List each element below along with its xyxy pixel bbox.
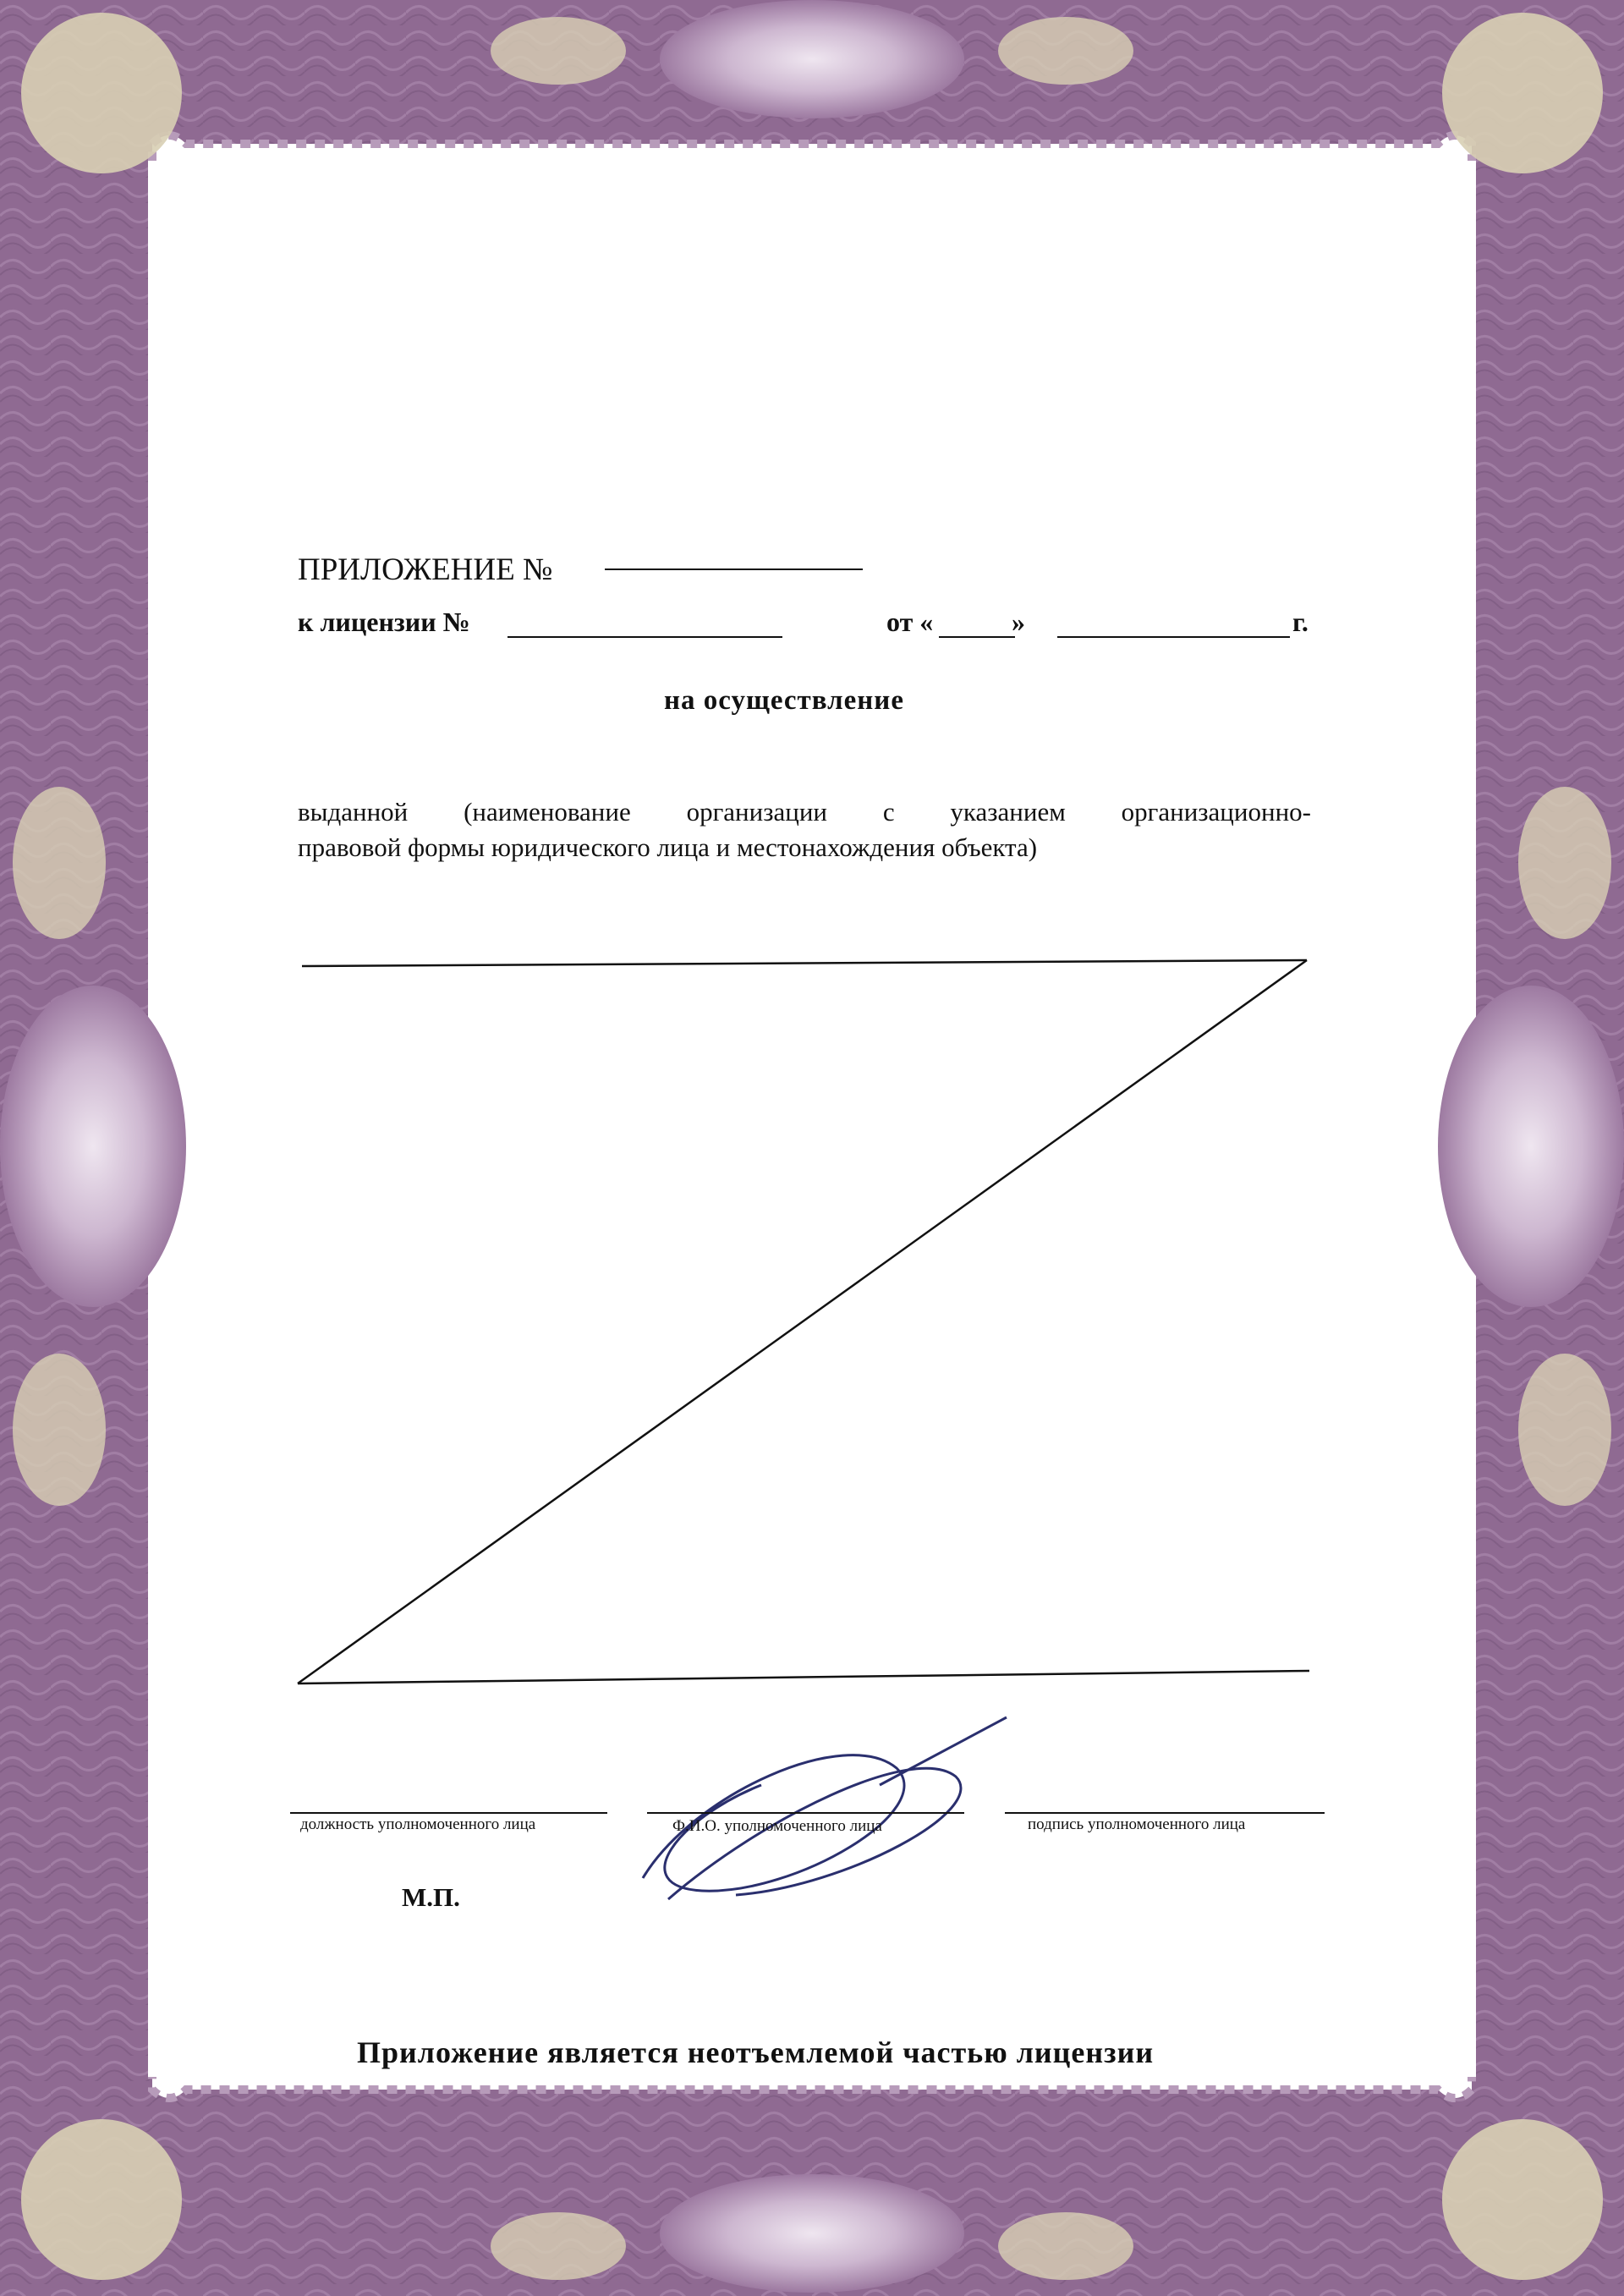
issued-line-2: правовой формы юридического лица и местонахождения объекта) [298, 832, 1038, 862]
license-prefix: к лицензии № [298, 607, 470, 637]
year-suffix: г. [1292, 607, 1309, 637]
position-field[interactable] [290, 1812, 607, 1814]
position-label: должность уполномоченного лица [300, 1815, 536, 1833]
date-close-quote: » [1012, 607, 1025, 637]
footer-note: Приложение является неотъемлемой частью лицензии [357, 2035, 1155, 2069]
activity-line: на осуществление [664, 685, 904, 716]
stamp-label: М.П. [402, 1882, 460, 1912]
appendix-number-field[interactable] [605, 569, 863, 570]
date-month-field[interactable] [1057, 636, 1290, 638]
date-from-label: от « [886, 607, 934, 637]
issued-line-1: выданной (наименование организации с указанием организационно- [298, 797, 1311, 827]
title-prefix: ПРИЛОЖЕНИЕ № [298, 552, 553, 587]
date-day-field[interactable] [939, 636, 1015, 638]
signature-field[interactable] [1005, 1812, 1325, 1814]
signature-label: подпись уполномоченного лица [1028, 1815, 1246, 1833]
fio-label: Ф.И.О. уполномоченного лица [672, 1817, 882, 1835]
fio-field[interactable] [647, 1812, 964, 1814]
license-number-field[interactable] [508, 636, 782, 638]
